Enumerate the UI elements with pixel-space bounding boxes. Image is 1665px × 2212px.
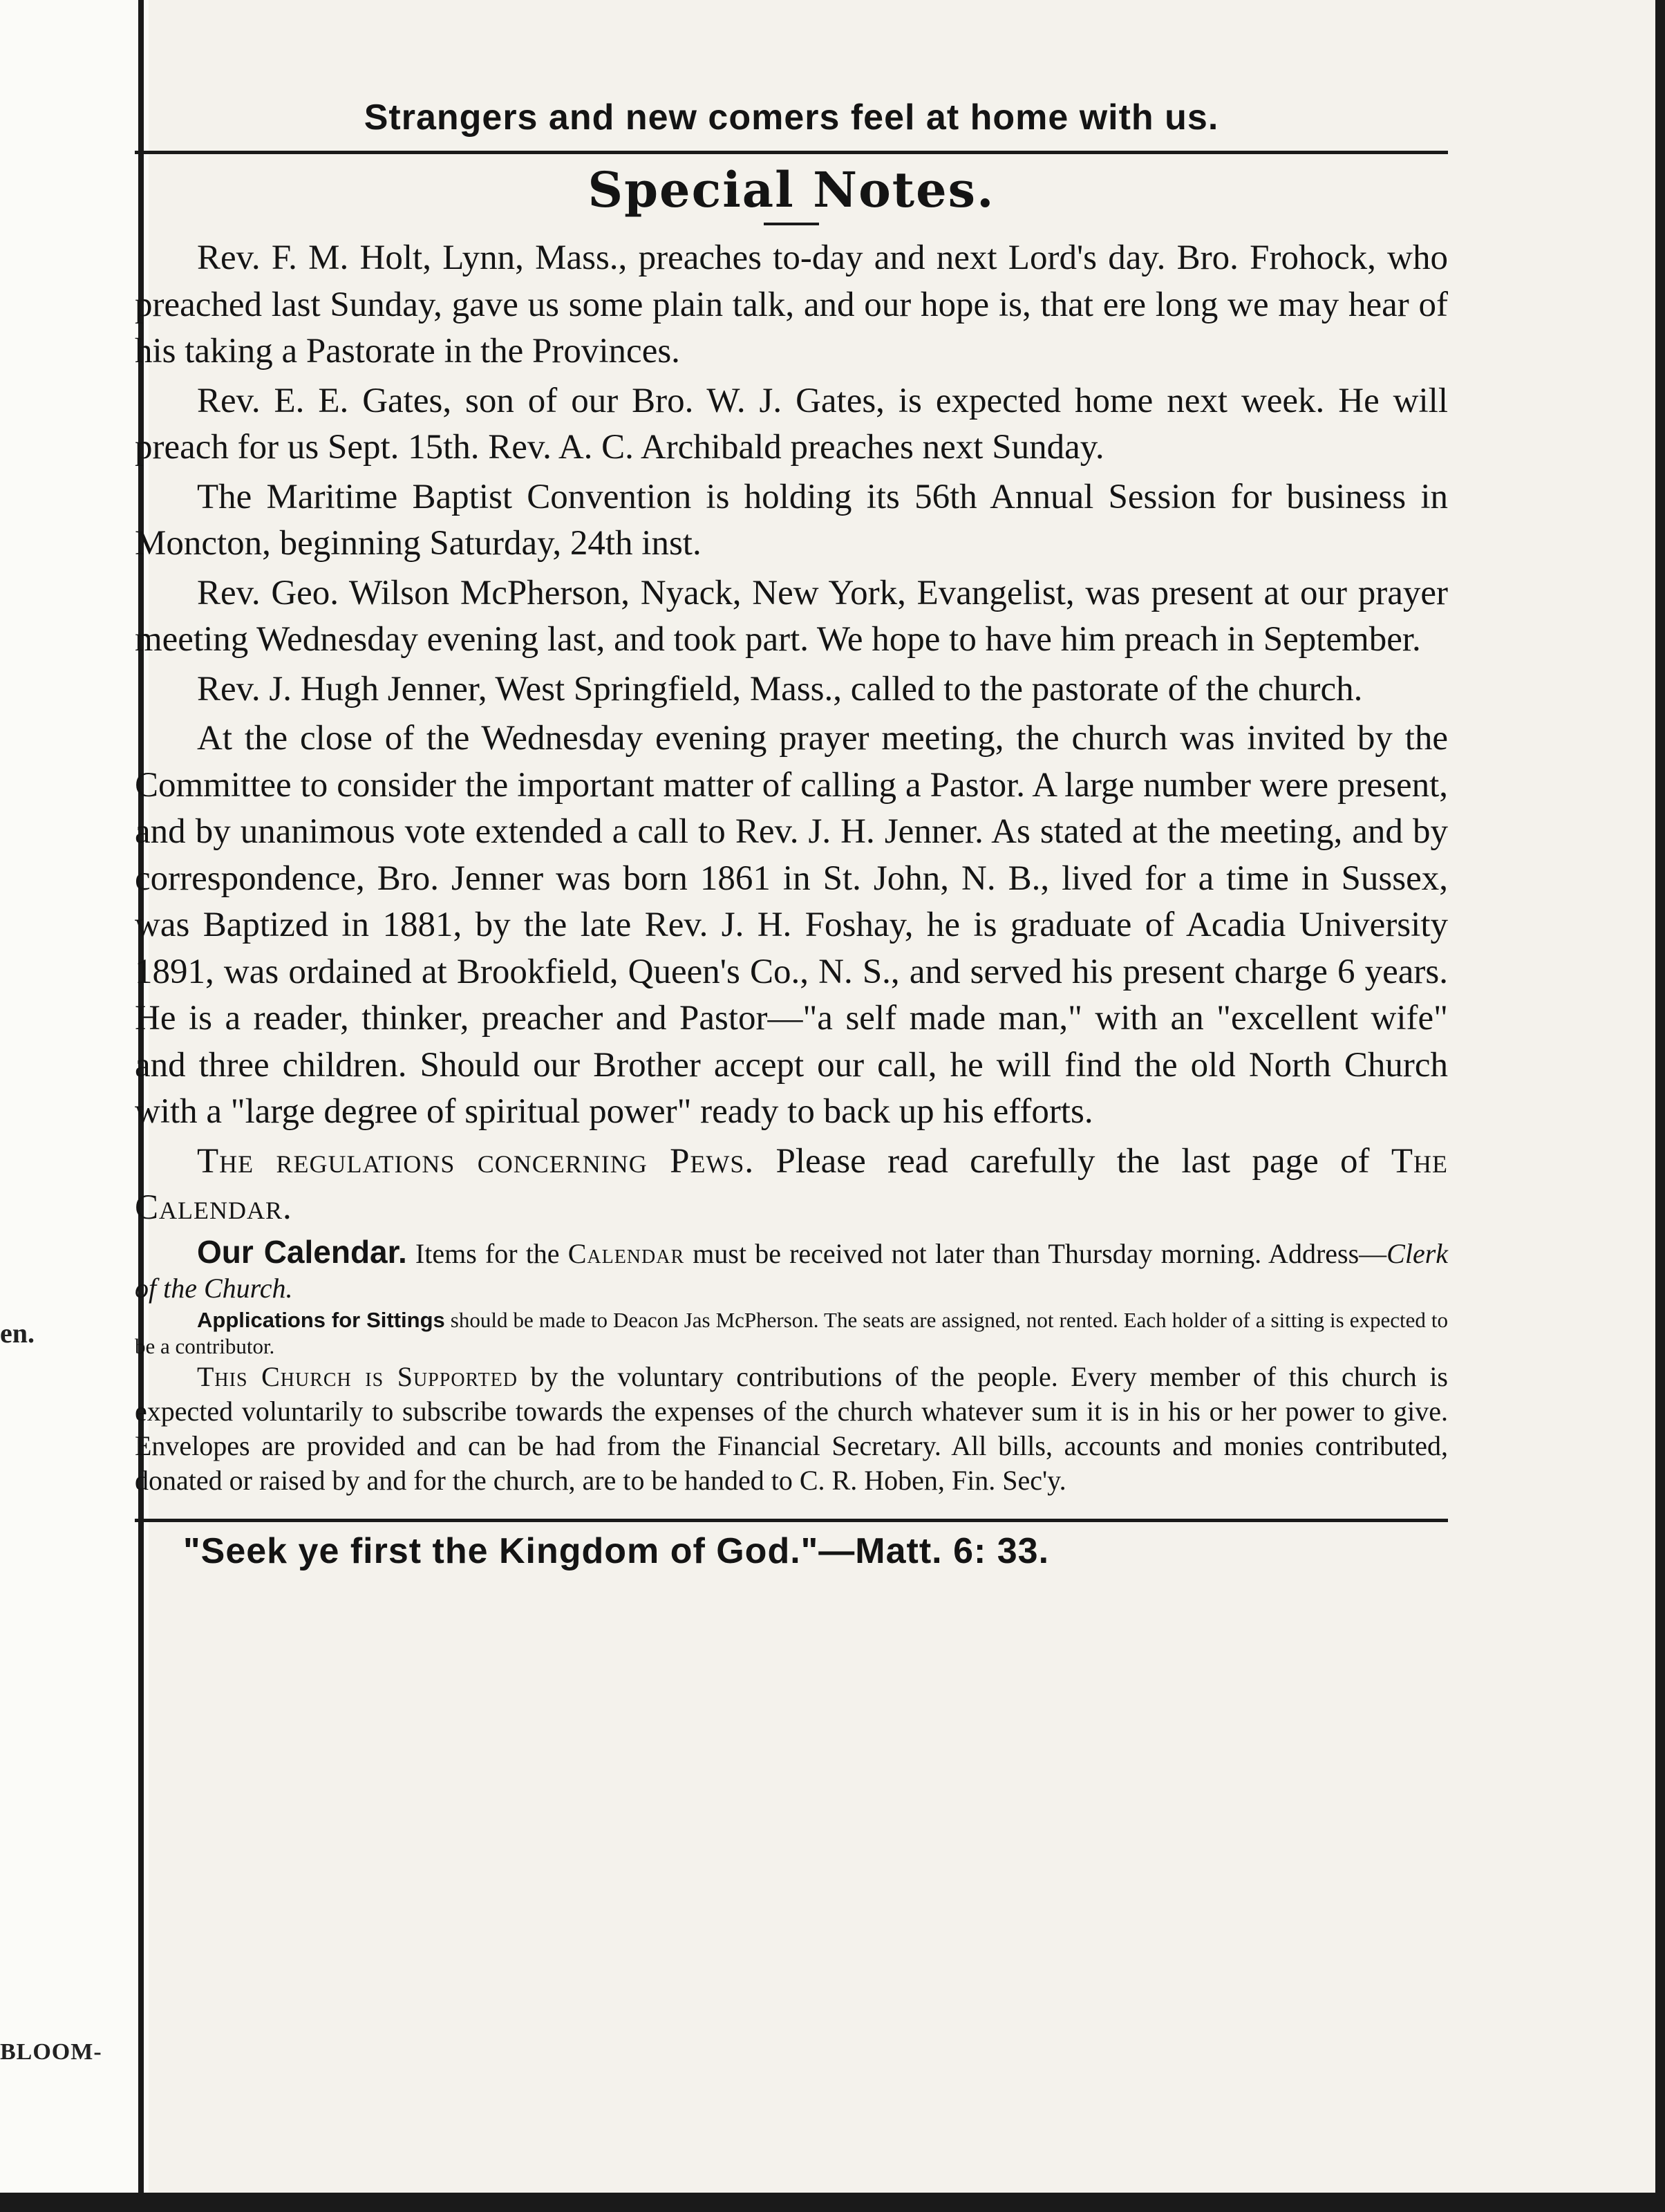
support-text: by the voluntary contributions of the people. Every member of this church is expected voluntarily to subscribe towards the expenses of the church whatever sum it is in his or her power to give. Envelopes are provided and can be had from the Financial Secretary. All bills, accounts and monies contributed, donated or raised by and for the church, are to be handed to C. R. Hoben, Fin. Sec'y.: [135, 1360, 1448, 1496]
support-block: [135, 1360, 1448, 1498]
sittings-block: [135, 1307, 1448, 1360]
sittings-note: [135, 1307, 1448, 1360]
title-dash: [764, 223, 819, 225]
calendar-note-block: [135, 1235, 1448, 1306]
margin-fragment-en: en.: [0, 1318, 35, 1349]
pews-paragraph: [135, 1138, 1448, 1232]
pews-heading: The regulations concerning Pews.: [197, 1141, 755, 1181]
calendar-note-text-before: Items for the: [415, 1237, 560, 1269]
calendar-note-heading: Our Calendar.: [197, 1233, 407, 1270]
footer-rule: [135, 1519, 1448, 1522]
note-paragraph: The Maritime Baptist Convention is holding its 56th Annual Session for business in Moncton, beginning Saturday, 24th inst.: [135, 477, 1448, 563]
right-edge-shadow: [1655, 0, 1665, 2212]
bottom-edge-shadow: [0, 2193, 1665, 2212]
section-title: Special Notes.: [587, 161, 995, 218]
note-paragraph: Rev. E. E. Gates, son of our Bro. W. J. Gates, is expected home next week. He will preach for us Sept. 15th. Rev. A. C. Archibald preaches next Sunday.: [135, 381, 1448, 467]
note-paragraph: Rev. Geo. Wilson McPherson, Nyack, New York, Evangelist, was present at our prayer meeting Wednesday evening last, and took part. We hope to have him preach in September.: [135, 573, 1448, 659]
note-paragraph: Rev. F. M. Holt, Lynn, Mass., preaches to-day and next Lord's day. Bro. Frohock, who preached last Sunday, gave us some plain talk, and our hope is, that ere long we may hear of his taking a Pastorate in the Provinces.: [135, 238, 1448, 371]
calendar-note-address: Clerk of the Church.: [135, 1237, 1449, 1304]
support-heading: This Church is Supported: [197, 1360, 518, 1392]
sittings-text: should be made to Deacon Jas McPherson. The seats are assigned, not rented. Each holder of a sitting is expected to be a contributor.: [135, 1307, 1448, 1358]
calendar-note-word: Calendar: [567, 1237, 685, 1269]
notes-body: [135, 235, 1448, 1232]
support-note: [135, 1360, 1448, 1498]
note-paragraph: Rev. J. Hugh Jenner, West Springfield, Mass., called to the pastorate of the church.: [197, 669, 1363, 709]
scan-margin: [0, 0, 149, 2212]
calendar-note-text-after: must be received not later than Thursday morning. Address—: [693, 1237, 1387, 1269]
margin-fragment-bloom: BLOOM-: [0, 2039, 102, 2065]
pews-calendar-name: The Calendar.: [135, 1141, 1448, 1227]
header-rule: [135, 151, 1448, 154]
pews-text: Please read carefully the last page of: [775, 1141, 1370, 1181]
note-paragraph: At the close of the Wednesday evening prayer meeting, the church was invited by the Committee to consider the important matter of calling a Pastor. A large number were present, and by unanimous vote extended a call to Rev. J. H. Jenner. As stated at the meeting, and by correspondence, Bro. Jenner was born 1861 in St. John, N. B., lived for a time in Sussex, was Baptized in 1881, by the late Rev. J. H. Foshay, he is graduate of Acadia University 1891, was ordained at Brookfield, Queen's Co., N. S., and served his present charge 6 years. He is a reader, thinker, preacher and Pastor—"a self made man," with an "excellent wife" and three children. Should our Brother accept our call, he will find the old North Church with a "large degree of spiritual power" ready to back up his efforts.: [135, 719, 1448, 1131]
calendar-page: [135, 83, 1448, 1572]
calendar-note: [135, 1235, 1448, 1306]
footer-verse: "Seek ye first the Kingdom of God."—Matt. 6: 33.: [183, 1530, 1050, 1571]
header-tagline: Strangers and new comers feel at home with us.: [364, 97, 1219, 138]
sittings-heading: Applications for Sittings: [197, 1307, 445, 1332]
